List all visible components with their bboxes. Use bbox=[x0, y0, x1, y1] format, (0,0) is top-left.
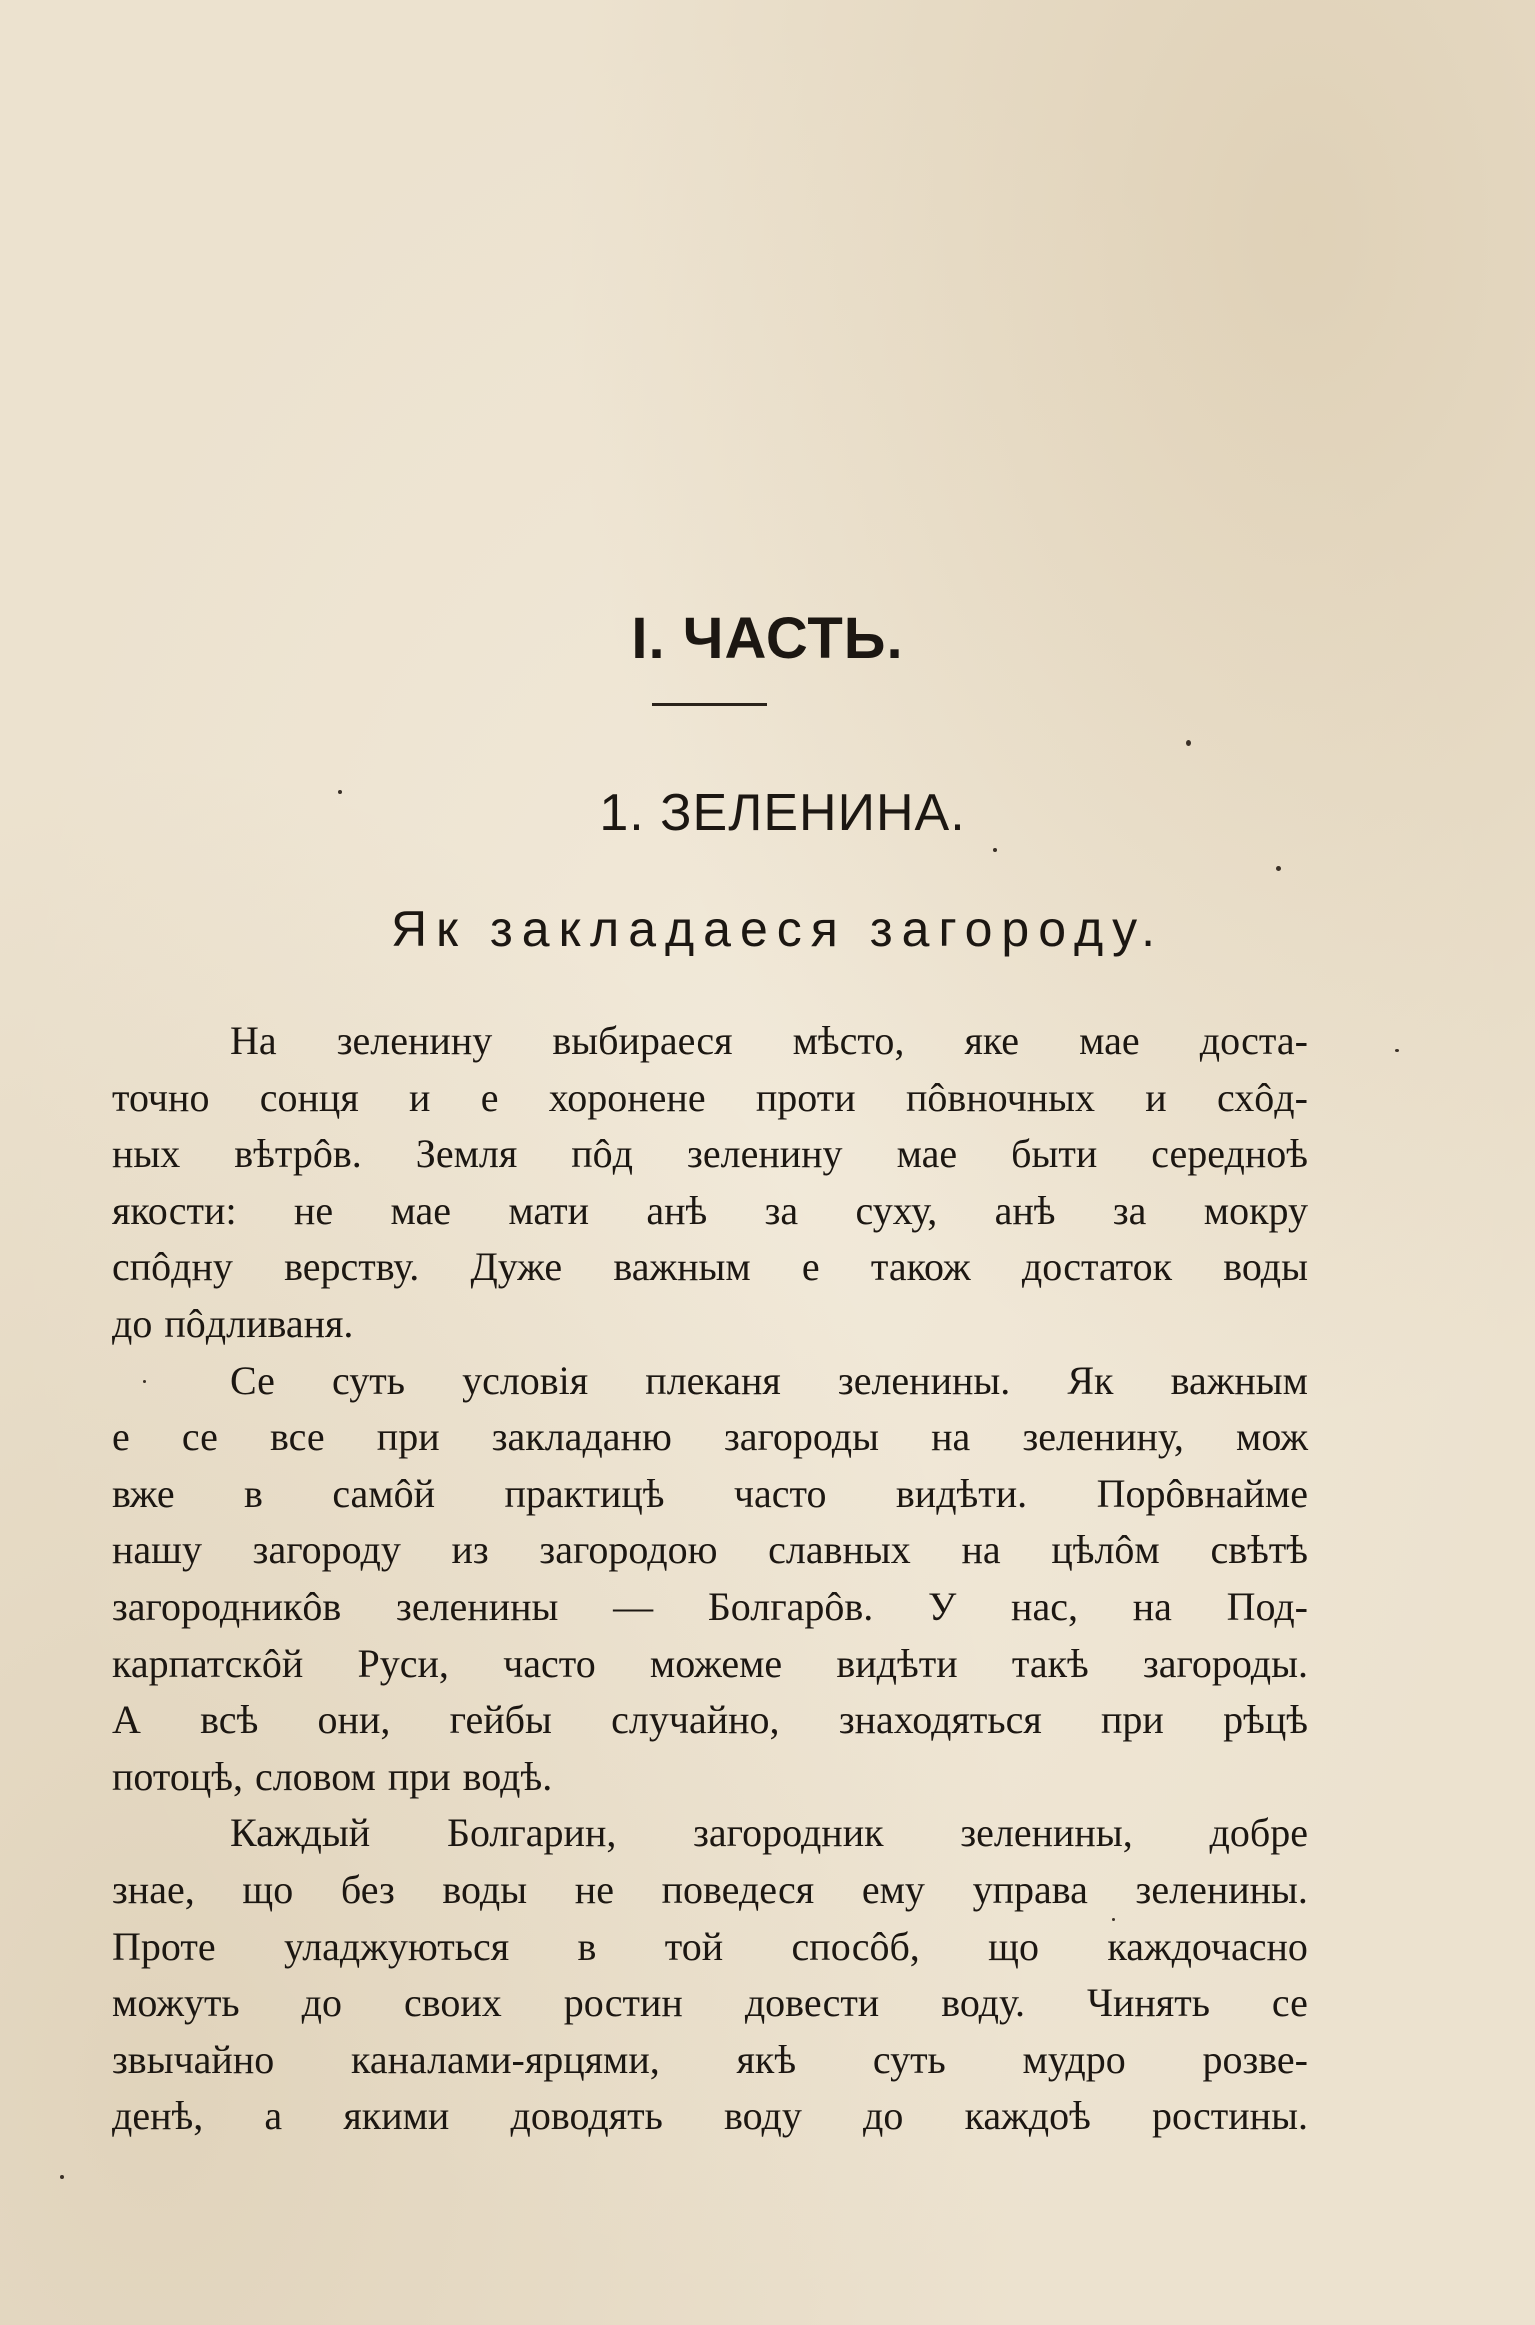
word: се bbox=[1271, 1980, 1308, 2026]
word: е bbox=[112, 1414, 130, 1460]
word: все bbox=[270, 1414, 325, 1460]
word: рѣцѣ bbox=[1223, 1697, 1308, 1743]
word: Чинять bbox=[1087, 1980, 1210, 2026]
word: достаток bbox=[1021, 1244, 1173, 1290]
word: до bbox=[863, 2093, 904, 2139]
word: часто bbox=[733, 1470, 827, 1516]
word: зеленины bbox=[396, 1583, 559, 1629]
paper-speck bbox=[60, 2175, 64, 2179]
word: якости: bbox=[112, 1187, 237, 1233]
word: денѣ, bbox=[112, 2093, 204, 2139]
text-line bbox=[112, 1919, 1308, 1976]
word: загороду bbox=[252, 1527, 401, 1573]
word: словом bbox=[254, 1753, 376, 1799]
word: можеме bbox=[649, 1640, 783, 1686]
word: быти bbox=[1011, 1131, 1098, 1177]
word: У bbox=[928, 1583, 957, 1629]
word: А bbox=[112, 1697, 141, 1743]
word: Порôвнайме bbox=[1096, 1470, 1308, 1516]
word: довести bbox=[744, 1980, 880, 2026]
word: ростин bbox=[563, 1980, 683, 2026]
word: каждочасно bbox=[1107, 1923, 1308, 1969]
word: пôдливаня. bbox=[164, 1300, 354, 1346]
word: мѣсто, bbox=[792, 1018, 905, 1063]
word: ростины. bbox=[1152, 2093, 1308, 2139]
paper-speck bbox=[1276, 866, 1281, 871]
word: а bbox=[264, 2093, 283, 2139]
text-line bbox=[112, 1749, 1308, 1806]
word: знае, bbox=[112, 1866, 195, 1912]
word: Як bbox=[1067, 1357, 1114, 1403]
word: пôд bbox=[571, 1131, 634, 1177]
word: славных bbox=[768, 1527, 911, 1573]
word: при bbox=[1101, 1697, 1164, 1743]
word: вже bbox=[112, 1470, 175, 1516]
word: видѣти. bbox=[895, 1470, 1028, 1516]
word: при bbox=[387, 1753, 451, 1799]
word: доста- bbox=[1199, 1018, 1308, 1063]
word: спосôб, bbox=[791, 1923, 920, 1969]
word: доводять bbox=[510, 2093, 663, 2139]
text-line bbox=[112, 1239, 1308, 1296]
word: не bbox=[574, 1866, 614, 1912]
word: потоцѣ, bbox=[112, 1753, 243, 1799]
word: Болгарин, bbox=[446, 1810, 617, 1856]
text-line bbox=[112, 1070, 1308, 1127]
word: точно bbox=[112, 1074, 210, 1120]
word: що bbox=[242, 1866, 294, 1912]
word: загороды bbox=[723, 1414, 880, 1460]
word: зеленину bbox=[336, 1018, 493, 1063]
word: суть bbox=[332, 1357, 405, 1403]
body-text bbox=[112, 1013, 1308, 2145]
word: они, bbox=[317, 1697, 391, 1743]
word: своих bbox=[404, 1980, 502, 2026]
word: зеленины. bbox=[1135, 1866, 1308, 1912]
word: выбираеся bbox=[552, 1018, 733, 1063]
word: Дуже bbox=[470, 1244, 563, 1290]
word: Руси, bbox=[357, 1640, 449, 1686]
word: якими bbox=[343, 2093, 450, 2139]
word: мае bbox=[1079, 1018, 1140, 1063]
word: Болгарôв. bbox=[707, 1583, 874, 1629]
part-heading: I. ЧАСТЬ. bbox=[631, 606, 904, 671]
word: схôд- bbox=[1217, 1074, 1308, 1120]
word: анѣ bbox=[646, 1187, 708, 1233]
word: закладаню bbox=[491, 1414, 672, 1460]
word: плеканя bbox=[645, 1357, 781, 1403]
text-line bbox=[112, 1183, 1308, 1240]
word: розве- bbox=[1202, 2036, 1308, 2082]
word: ему bbox=[861, 1866, 925, 1912]
word: мае bbox=[896, 1131, 958, 1177]
text-line bbox=[112, 2032, 1308, 2089]
text-line bbox=[112, 1636, 1308, 1693]
word: суху, bbox=[855, 1187, 938, 1233]
word: каналами-ярцями, bbox=[351, 2036, 660, 2082]
word: нашу bbox=[112, 1527, 202, 1573]
heading-rule bbox=[652, 703, 767, 706]
word: мож bbox=[1236, 1414, 1308, 1460]
word: що bbox=[988, 1923, 1039, 1969]
word: управа bbox=[972, 1866, 1088, 1912]
word: Земля bbox=[415, 1131, 518, 1177]
word: свѣтѣ bbox=[1210, 1527, 1308, 1573]
text-line bbox=[112, 1975, 1308, 2032]
word: анѣ bbox=[994, 1187, 1056, 1233]
word: також bbox=[870, 1244, 971, 1290]
word: мокру bbox=[1203, 1187, 1308, 1233]
word: уладжуються bbox=[283, 1923, 510, 1969]
word: нас, bbox=[1011, 1583, 1078, 1629]
word: видѣти bbox=[836, 1640, 958, 1686]
paper-speck bbox=[1186, 740, 1191, 746]
paper-speck bbox=[1112, 1918, 1115, 1921]
word: звычайно bbox=[112, 2036, 275, 2082]
word: каждоѣ bbox=[964, 2093, 1091, 2139]
word: случайно, bbox=[611, 1697, 780, 1743]
word: карпатскôй bbox=[112, 1640, 304, 1686]
word: той bbox=[664, 1923, 724, 1969]
word: якѣ bbox=[736, 2036, 797, 2082]
word: за bbox=[764, 1187, 799, 1233]
word: се bbox=[181, 1414, 218, 1460]
word: Под- bbox=[1226, 1583, 1308, 1629]
word: Каждый bbox=[230, 1810, 371, 1856]
word: часто bbox=[503, 1640, 596, 1686]
text-line bbox=[112, 1579, 1308, 1636]
word: воды bbox=[442, 1866, 528, 1912]
word: хоронене bbox=[548, 1074, 706, 1120]
word: проти bbox=[755, 1074, 856, 1120]
word: е bbox=[801, 1244, 820, 1290]
text-line bbox=[112, 1296, 1308, 1353]
word: при bbox=[376, 1414, 440, 1460]
text-line bbox=[112, 1353, 1308, 1410]
text-line bbox=[112, 1522, 1308, 1579]
word: гейбы bbox=[449, 1697, 552, 1743]
word: самôй bbox=[332, 1470, 436, 1516]
word: загородник bbox=[693, 1810, 884, 1856]
word: спôдну bbox=[112, 1244, 233, 1290]
word: е bbox=[480, 1074, 499, 1120]
word: воду. bbox=[941, 1980, 1026, 2026]
text-line bbox=[112, 1409, 1308, 1466]
word: и bbox=[409, 1074, 431, 1120]
word: можуть bbox=[112, 1980, 240, 2026]
word: такѣ bbox=[1011, 1640, 1089, 1686]
word: на bbox=[961, 1527, 1001, 1573]
word: зеленину, bbox=[1022, 1414, 1184, 1460]
word: водѣ. bbox=[462, 1753, 553, 1799]
word: в bbox=[244, 1470, 263, 1516]
word: — bbox=[613, 1583, 654, 1629]
text-line bbox=[112, 1692, 1308, 1749]
word: пôвночных bbox=[905, 1074, 1095, 1120]
word: воду bbox=[724, 2093, 802, 2139]
word: загородникôв bbox=[112, 1583, 342, 1629]
word: вѣтрôв. bbox=[234, 1131, 362, 1177]
word: поведеся bbox=[661, 1866, 815, 1912]
word: и bbox=[1145, 1074, 1167, 1120]
word: яке bbox=[964, 1018, 1020, 1063]
word: важным bbox=[1170, 1357, 1308, 1403]
section-heading: 1. ЗЕЛЕНИНА. bbox=[599, 784, 966, 842]
paper-speck bbox=[993, 848, 997, 852]
word: зеленину bbox=[687, 1131, 843, 1177]
word: верству. bbox=[284, 1244, 420, 1290]
section-subtitle: Як закладаеся загороду. bbox=[390, 901, 1165, 957]
word: мудро bbox=[1022, 2036, 1126, 2082]
text-line bbox=[112, 1805, 1308, 1862]
word: важным bbox=[613, 1244, 751, 1290]
text-line bbox=[112, 1466, 1308, 1523]
word: загороды. bbox=[1142, 1640, 1308, 1686]
word: зеленины, bbox=[960, 1810, 1133, 1856]
word: мае bbox=[390, 1187, 451, 1233]
text-line bbox=[112, 1126, 1308, 1183]
word: Проте bbox=[112, 1923, 216, 1969]
text-line bbox=[112, 1862, 1308, 1919]
word: Се bbox=[230, 1357, 275, 1403]
word: не bbox=[293, 1187, 334, 1233]
paper-speck bbox=[1395, 1049, 1399, 1052]
word: суть bbox=[872, 2036, 946, 2082]
word: зеленины. bbox=[837, 1357, 1011, 1403]
word: середноѣ bbox=[1151, 1131, 1308, 1177]
word: до bbox=[301, 1980, 343, 2026]
word: из bbox=[451, 1527, 489, 1573]
word: условія bbox=[462, 1357, 589, 1403]
paper-speck bbox=[338, 790, 342, 794]
word: знаходяться bbox=[838, 1697, 1042, 1743]
word: воды bbox=[1223, 1244, 1308, 1290]
word: На bbox=[230, 1018, 277, 1063]
word: сонця bbox=[259, 1074, 359, 1120]
paper-speck bbox=[143, 1380, 146, 1383]
word: практицѣ bbox=[504, 1470, 665, 1516]
text-line bbox=[112, 1013, 1308, 1070]
word: на bbox=[931, 1414, 971, 1460]
word: загородою bbox=[539, 1527, 718, 1573]
word: до bbox=[112, 1300, 153, 1346]
word: на bbox=[1132, 1583, 1172, 1629]
word: в bbox=[577, 1923, 597, 1969]
word: за bbox=[1112, 1187, 1147, 1233]
word: ных bbox=[112, 1131, 181, 1177]
word: без bbox=[340, 1866, 395, 1912]
word: добре bbox=[1209, 1810, 1308, 1856]
word: мати bbox=[508, 1187, 590, 1233]
text-line bbox=[112, 2088, 1308, 2145]
word: цѣлôм bbox=[1051, 1527, 1160, 1573]
word: всѣ bbox=[200, 1697, 259, 1743]
